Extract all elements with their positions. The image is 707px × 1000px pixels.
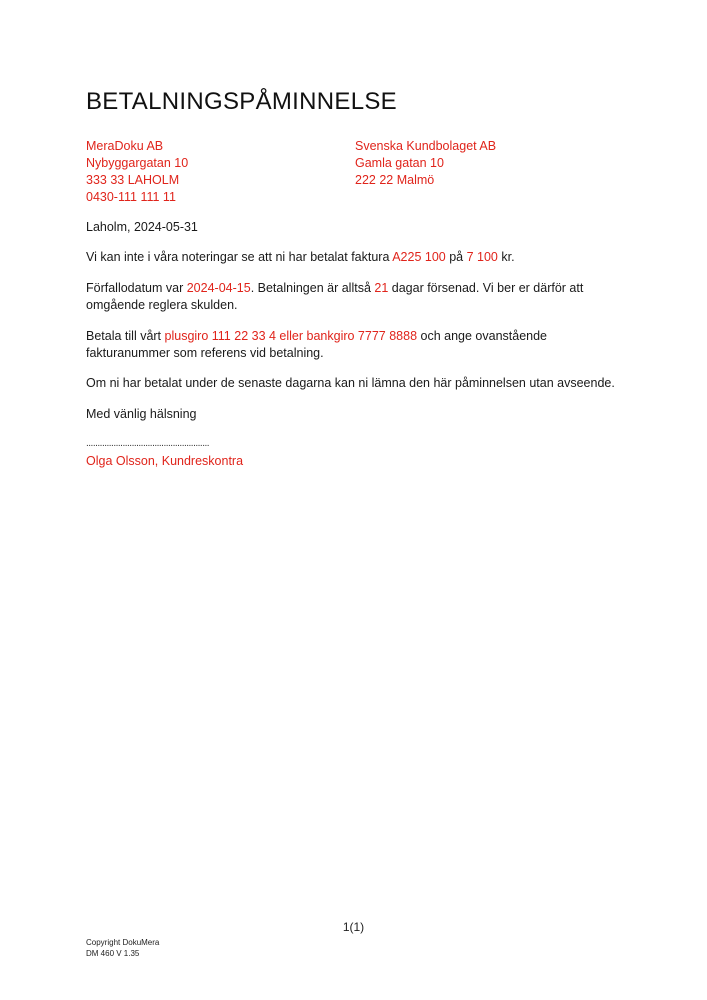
p1-text-before: Vi kan inte i våra noteringar se att ni har betalat faktura	[86, 250, 393, 264]
sender-address	[86, 138, 188, 206]
recipient-address	[355, 138, 496, 189]
place-date: Laholm, 2024-05-31	[86, 220, 198, 234]
invoice-amount: 7 100	[466, 250, 498, 264]
footer-version: DM 460 V 1.35	[86, 949, 140, 958]
recipient-street: Gamla gatan 10	[355, 156, 444, 170]
due-date: 2024-04-15	[186, 281, 251, 295]
greeting: Med vänlig hälsning	[86, 407, 197, 421]
paragraph-invoice	[86, 249, 626, 266]
paragraph-payment	[86, 328, 626, 362]
days-late: 21	[374, 281, 389, 295]
p3-text-after: och ange ovanstående fakturanummer som referens vid betalning.	[86, 329, 547, 360]
document-title: BETALNINGSPÅMINNELSE	[86, 88, 397, 115]
recipient-postal: 222 22 Malmö	[355, 173, 435, 187]
paragraph-disregard: Om ni har betalat under de senaste dagarna kan ni lämna den här påminnelsen utan avseende.	[86, 376, 615, 390]
sender-company: MeraDoku AB	[86, 139, 164, 153]
invoice-number: A225 100	[392, 250, 446, 264]
p2-text-before: Förfallodatum var	[86, 281, 187, 295]
sender-street: Nybyggargatan 10	[86, 156, 189, 170]
sender-postal: 333 33 LAHOLM	[86, 173, 180, 187]
page-number: 1(1)	[342, 920, 365, 934]
p3-text-before: Betala till vårt	[86, 329, 165, 343]
signature-line: ......................................................	[86, 438, 210, 449]
recipient-company: Svenska Kundbolaget AB	[355, 139, 497, 153]
sender-phone: 0430-111 111 11	[86, 190, 176, 204]
signer-name: Olga Olsson, Kundreskontra	[86, 454, 244, 468]
p2-text-mid: . Betalningen är alltså	[250, 281, 375, 295]
payment-accounts: plusgiro 111 22 33 4 eller bankgiro 7777 8888	[164, 329, 418, 343]
p2-text-after: dagar försenad. Vi ber er därför att omgående reglera skulden.	[86, 281, 584, 312]
p1-text-mid: på	[445, 250, 467, 264]
p1-text-after: kr.	[497, 250, 515, 264]
paragraph-due-date	[86, 280, 626, 314]
footer-copyright: Copyright DokuMera	[86, 938, 160, 947]
footer	[86, 937, 159, 959]
